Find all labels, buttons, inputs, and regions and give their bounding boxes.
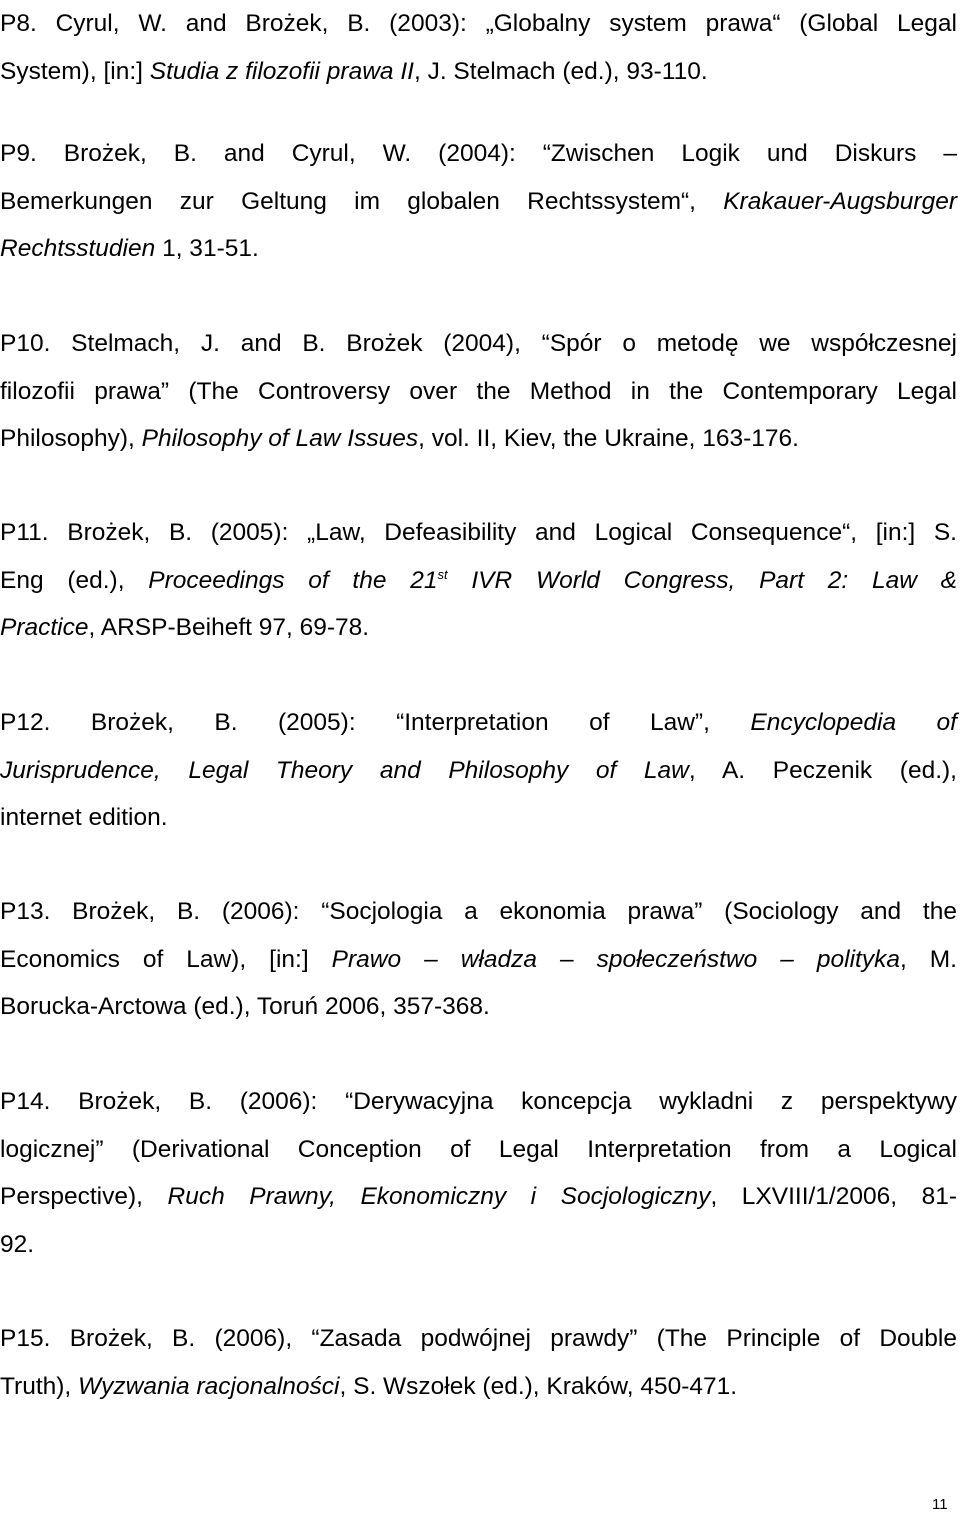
reference-text: Bemerkungen zur Geltung im globalen Rechtssystem“, — [0, 187, 724, 215]
reference-entry — [0, 0, 957, 95]
reference-line — [0, 1221, 957, 1269]
reference-text: , ARSP-Beiheft 97, 69-78. — [88, 614, 370, 642]
reference-line — [0, 699, 957, 747]
reference-text: logicznej” (Derivational Conception of Legal Interpretation from a Logical — [0, 1135, 957, 1163]
reference-text: Truth), — [0, 1372, 79, 1400]
reference-line — [0, 225, 957, 273]
reference-text: System), [in:] — [0, 57, 150, 85]
reference-entry — [0, 699, 957, 842]
reference-entry — [0, 1078, 957, 1268]
reference-text: , S. Wszołek (ed.), Kraków, 450-471. — [339, 1372, 738, 1400]
reference-line — [0, 415, 957, 463]
reference-text: P9. Brożek, B. and Cyrul, W. (2004): “Zwischen Logik und Diskurs – — [0, 140, 957, 167]
reference-text: , A. Peczenik (ed.), — [688, 756, 957, 784]
italic-text: Jurisprudence, Legal Theory and Philosophy of Law — [0, 756, 689, 784]
page-number: 11 — [932, 1496, 948, 1513]
reference-line — [0, 130, 957, 178]
reference-text: P14. Brożek, B. (2006): “Derywacyjna koncepcja wykladni z perspektywy — [0, 1088, 957, 1115]
reference-line — [0, 604, 957, 652]
italic-text: Wyzwania racjonalności — [78, 1372, 340, 1400]
reference-entry — [0, 1315, 957, 1410]
reference-text: Borucka-Arctowa (ed.), Toruń 2006, 357-368. — [0, 993, 490, 1021]
reference-text: P12. Brożek, B. (2005): “Interpretation of Law”, — [0, 709, 751, 736]
reference-line — [0, 368, 957, 416]
reference-line — [0, 888, 957, 936]
reference-text: P11. Brożek, B. (2005): „Law, Defeasibility and Logical Consequence“, [in:] S. — [0, 519, 957, 546]
reference-line — [0, 1126, 957, 1174]
reference-line — [0, 936, 957, 984]
reference-line — [0, 48, 957, 96]
reference-text: 92. — [0, 1230, 35, 1258]
reference-line — [0, 1078, 957, 1126]
reference-text: , vol. II, Kiev, the Ukraine, 163-176. — [418, 425, 799, 453]
reference-text: Economics of Law), [in:] — [0, 945, 332, 973]
italic-text: Studia z filozofii prawa II — [149, 57, 414, 85]
reference-line — [0, 557, 957, 605]
reference-line — [0, 509, 957, 557]
reference-text: P13. Brożek, B. (2006): “Socjologia a ekonomia prawa” (Sociology and the — [0, 898, 957, 925]
reference-line — [0, 747, 957, 795]
italic-text: Encyclopedia of — [750, 709, 957, 736]
italic-text: Rechtsstudien — [0, 235, 156, 263]
reference-text: , LXVIII/1/2006, 81- — [710, 1183, 957, 1211]
reference-line — [0, 1363, 957, 1411]
italic-text: Krakauer-Augsburger — [723, 187, 957, 215]
reference-line — [0, 0, 957, 48]
reference-line — [0, 1173, 957, 1221]
reference-text: 1, 31-51. — [155, 235, 259, 263]
reference-entry — [0, 320, 957, 463]
reference-text: , J. Stelmach (ed.), 93-110. — [413, 57, 708, 85]
reference-text: P10. Stelmach, J. and B. Brożek (2004), “Spór o metodę we współczesnej — [0, 330, 957, 357]
reference-text: Philosophy), — [0, 425, 142, 453]
reference-text: P8. Cyrul, W. and Brożek, B. (2003): „Globalny system prawa“ (Global Legal — [0, 10, 957, 37]
italic-text: Prawo – władza – społeczeństwo – polityka — [331, 945, 900, 973]
italic-text: Philosophy of Law Issues — [141, 425, 419, 453]
reference-text: P15. Brożek, B. (2006), “Zasada podwójnej prawdy” (The Principle of Double — [0, 1325, 957, 1352]
italic-text: Practice — [0, 614, 89, 642]
reference-line — [0, 1315, 957, 1363]
reference-line — [0, 983, 957, 1031]
reference-line — [0, 178, 957, 226]
italic-text: Ruch Prawny, Ekonomiczny i Socjologiczny — [167, 1183, 711, 1211]
reference-text: Eng (ed.), — [0, 566, 149, 594]
reference-line — [0, 794, 957, 842]
reference-line — [0, 320, 957, 368]
reference-entry — [0, 130, 957, 273]
reference-text: internet edition. — [0, 804, 168, 832]
italic-text: Proceedings of the 21 — [148, 566, 438, 594]
reference-text: , M. — [899, 945, 957, 973]
superscript-text: st — [437, 566, 448, 582]
reference-text: filozofii prawa” (The Controversy over the Method in the Contemporary Legal — [0, 377, 957, 405]
reference-entry — [0, 888, 957, 1031]
reference-entry — [0, 509, 957, 652]
reference-text: Perspective), — [0, 1183, 168, 1211]
italic-text: IVR World Congress, Part 2: Law & — [447, 566, 957, 594]
